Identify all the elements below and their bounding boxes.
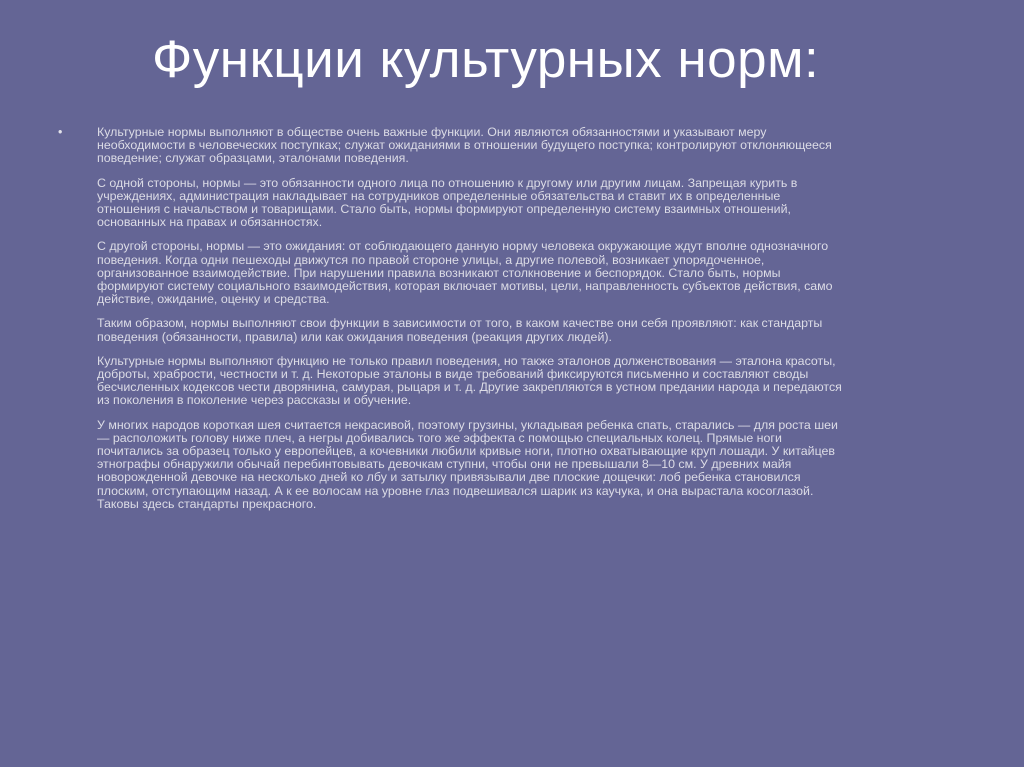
paragraph-standards: Культурные нормы выполняют функцию не только правил поведения, но также эталонов долженствования — эталона красоты, доброты, храбрости, честности и т. д. Некоторые эталоны в виде требований фиксируются письменно и составляют своды бесчисленных кодексов чести дворянина, самурая, рыцаря и т. д. Другие закрепляются в устном предании народа и передаются из поколения в поколение через рассказы и обучение. <box>97 353 842 408</box>
paragraph-expectations: С другой стороны, нормы — это ожидания: от соблюдающего данную норму человека окружающие ждут вполне однозначного поведения. Когда одни пешеходы движутся по правой стороне улицы, а другие полевой, возникает упорядоченное, организованное взаимодействие. При нарушении правила возникают столкновение и беспорядок. Стало быть, нормы формируют систему социального взаимодействия, которая включает мотивы, цели, направленность субъектов действия, само действие, ожидание, оценку и средства. <box>97 239 833 307</box>
bullet-marker: • <box>58 125 63 139</box>
paragraph-summary: Таким образом, нормы выполняют свои функции в зависимости от того, в каком качестве они себя проявляют: как стандарты поведения (обязанности, правила) или как ожидания поведения (реакция других людей). <box>97 316 823 344</box>
paragraph-beauty-examples: У многих народов короткая шея считается некрасивой, поэтому грузины, укладывая ребенка спать, старались — для роста шеи — расположить голову ниже плеч, а негры добивались того же эффекта с помощью специальных колец. Прямые ноги почитались за образец только у европейцев, а кочевники любили кривые ноги, плотно охватывающие круп лошади. У китайцев этнографы обнаружили обычай перебинтовывать девочкам ступни, чтобы они не превышали 8—10 см. У древних майя новорожденной девочке на несколько дней ко лбу и затылку привязывали две плоские дощечки: лоб ребенка становился плоским, отступающим назад. А к ее волосам на уровне глаз подвешивался шарик из каучука, и она вырастала косоглазой. Таковы здесь стандарты прекрасного. <box>97 417 838 511</box>
slide-title: Функции культурных норм: <box>152 30 820 89</box>
paragraph-obligations: С одной стороны, нормы — это обязанности одного лица по отношению к другому или другим лицам. Запрещая курить в учреждениях, администрация накладывает на сотрудников определенные обязательства и ставит их в определенные отношения с начальством и товарищами. Стало быть, нормы формируют определенную систему взаимных отношений, основанных на правах и обязанностях. <box>97 175 798 230</box>
paragraph-list <box>97 126 965 522</box>
paragraph-intro: Культурные нормы выполняют в обществе очень важные функции. Они являются обязанностями и указывают меру необходимости в человеческих поступках; служат ожиданиями в отношении будущего поступка; контролируют отклоняющееся поведение; служат образцами, эталонами поведения. <box>97 125 832 166</box>
